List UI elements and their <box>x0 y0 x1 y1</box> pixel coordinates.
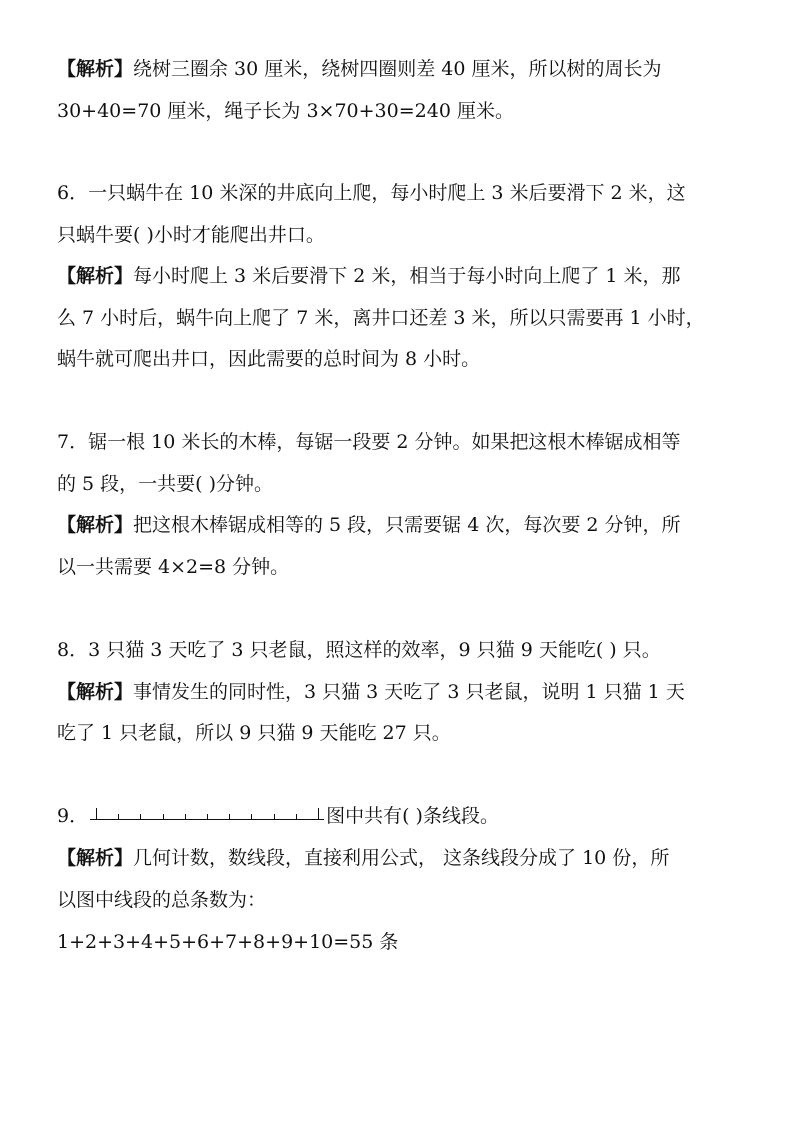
q9-number: 9． <box>57 805 89 827</box>
q8-analysis-line-2: 吃了 1 只老鼠，所以 9 只猫 9 天能吃 27 只。 <box>57 722 451 744</box>
q8-analysis-line-1: 【解析】事情发生的同时性，3 只猫 3 天吃了 3 只老鼠，说明 1 只猫 1 天 <box>57 681 685 703</box>
q7-analysis-line-1: 【解析】把这根木棒锯成相等的 5 段，只需要锯 4 次，每次要 2 分钟，所 <box>57 514 681 536</box>
ruler-tick <box>163 814 164 820</box>
ruler-tick <box>318 808 319 820</box>
q7-analysis-line-2: 以一共需要 4×2=8 分钟。 <box>57 556 290 578</box>
segment-ruler-figure <box>90 805 324 823</box>
q6-analysis-line-2: 么 7 小时后，蜗牛向上爬了 7 米，离井口还差 3 米，所以只需要再 1 小时， <box>57 307 705 329</box>
ruler-tick <box>185 814 186 820</box>
q6-question-line-2: 只蜗牛要( )小时才能爬出井口。 <box>57 224 325 246</box>
ruler-tick <box>274 814 275 820</box>
ruler-tick <box>118 814 119 820</box>
q6-analysis-line-3: 蜗牛就可爬出井口，因此需要的总时间为 8 小时。 <box>57 348 481 370</box>
ruler-tick <box>140 814 141 820</box>
analysis-tag: 【解析】 <box>57 265 134 287</box>
q9-analysis-line-2: 以图中线段的总条数为： <box>57 889 267 911</box>
ruler-tick <box>207 814 208 820</box>
q6-question-line-1: 6．一只蜗牛在 10 米深的井底向上爬，每小时爬上 3 米后要滑下 2 米，这 <box>57 182 686 204</box>
q8-question-line-1: 8．3 只猫 3 天吃了 3 只老鼠，照这样的效率，9 只猫 9 天能吃( ) 只。 <box>57 639 661 661</box>
analysis-tag: 【解析】 <box>57 681 134 703</box>
ruler-tick <box>296 814 297 820</box>
ruler-tick <box>96 808 97 820</box>
analysis-tag: 【解析】 <box>57 58 134 80</box>
q6-analysis-line-1: 【解析】每小时爬上 3 米后要滑下 2 米，相当于每小时向上爬了 1 米，那 <box>57 265 681 287</box>
q7-question-line-1: 7．锯一根 10 米长的木棒，每锯一段要 2 分钟。如果把这根木棒锯成相等 <box>57 431 681 453</box>
p5-analysis-line-1: 【解析】绕树三圈余 30 厘米，绕树四圈则差 40 厘米，所以树的周长为 <box>57 58 662 80</box>
ruler-tick <box>229 814 230 820</box>
q9-question-line-1 <box>57 802 499 830</box>
q9-analysis-line-3: 1+2+3+4+5+6+7+8+9+10=55 条 <box>57 931 399 953</box>
p5-analysis-line-2: 30+40=70 厘米，绳子长为 3×70+30=240 厘米。 <box>57 100 514 122</box>
analysis-tag: 【解析】 <box>57 847 134 869</box>
analysis-tag: 【解析】 <box>57 514 134 536</box>
q7-question-line-2: 的 5 段，一共要( )分钟。 <box>57 473 274 495</box>
q9-question-text: 图中共有( )条线段。 <box>326 805 499 827</box>
ruler-tick <box>251 814 252 820</box>
q9-analysis-line-1: 【解析】几何计数，数线段，直接利用公式， 这条线段分成了 10 份，所 <box>57 847 670 869</box>
